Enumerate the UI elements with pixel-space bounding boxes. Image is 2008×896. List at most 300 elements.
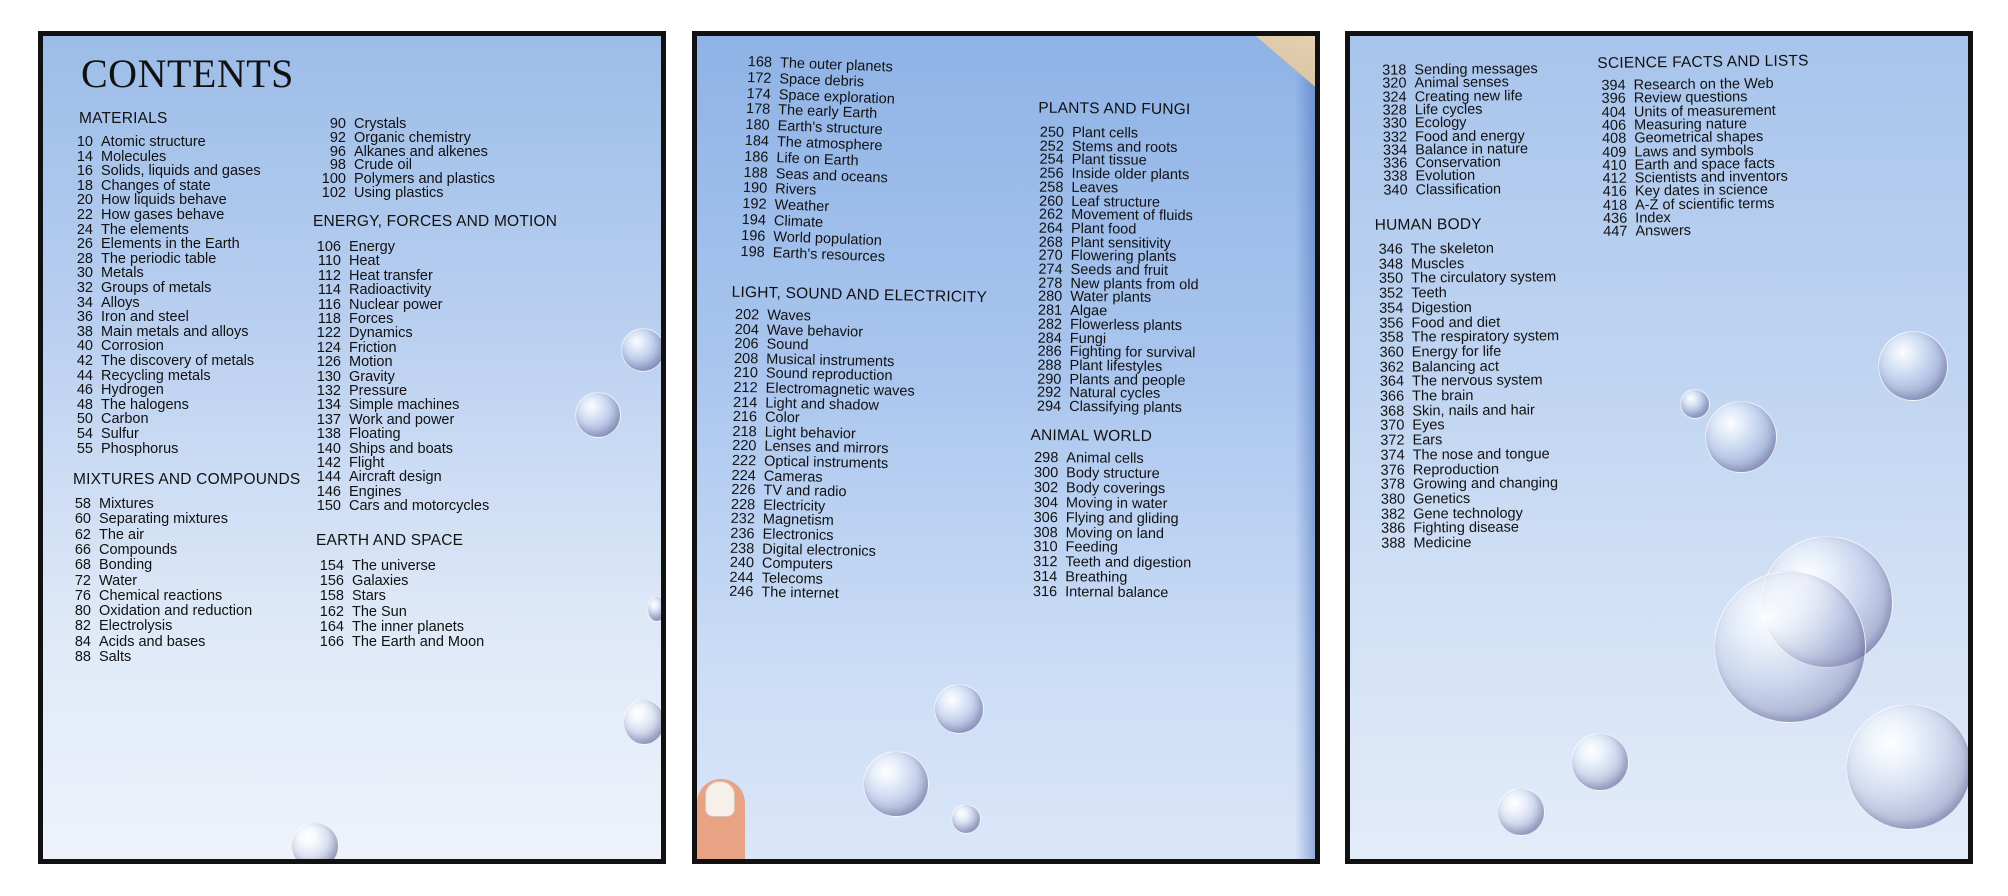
page-number: 408	[1601, 130, 1627, 148]
page-number: 364	[1379, 373, 1405, 391]
entry-title: Polymers and plastics	[354, 171, 496, 188]
page-number: 252	[1039, 138, 1064, 155]
page-number: 412	[1602, 170, 1627, 188]
entry-title: Leaf structure	[1071, 193, 1161, 211]
toc-entry	[1029, 584, 1168, 601]
page-number: 236	[730, 525, 755, 543]
entry-title: Nuclear power	[349, 296, 443, 313]
page-number: 284	[1037, 330, 1062, 347]
entry-title: Units of measurement	[1633, 102, 1776, 121]
entry-title: Metals	[101, 265, 144, 282]
page-number: 306	[1033, 509, 1058, 526]
page-number: 374	[1380, 447, 1405, 464]
page-number: 378	[1380, 476, 1405, 493]
toc-entry	[316, 573, 408, 589]
page-number: 218	[732, 423, 757, 441]
toc-entry	[73, 649, 131, 665]
page-number: 184	[744, 132, 770, 150]
toc-entry	[73, 557, 152, 573]
section-heading: ENERGY, FORCES AND MOTION	[313, 213, 558, 230]
toc-entry	[75, 280, 211, 296]
toc-entry	[725, 584, 839, 602]
page-number: 144	[316, 469, 341, 486]
contents-page-1	[38, 31, 666, 864]
entry-title: Sulfur	[101, 426, 139, 442]
entry-title: Earth's resources	[772, 244, 886, 265]
bubble-decoration	[1846, 704, 1972, 830]
page-number: 156	[319, 573, 344, 590]
entry-title: Electronics	[762, 526, 834, 544]
entry-title: Flowerless plants	[1069, 316, 1183, 334]
entry-title: Leaves	[1071, 179, 1119, 197]
entry-title: New plants from old	[1070, 275, 1199, 293]
entry-title: Gravity	[349, 368, 395, 385]
entry-title: Geometrical shapes	[1634, 129, 1764, 147]
page-number: 352	[1378, 285, 1404, 302]
page-number: 102	[321, 185, 346, 201]
entry-title: Food and diet	[1411, 314, 1501, 331]
entry-title: Natural cycles	[1069, 385, 1161, 403]
entry-title: Motion	[349, 354, 393, 371]
toc-entry	[73, 634, 205, 650]
entry-title: Rivers	[774, 181, 817, 200]
entry-title: The elements	[101, 221, 189, 238]
page-number: 212	[733, 379, 758, 397]
page-number: 340	[1383, 182, 1408, 199]
entry-title: Growing and changing	[1412, 475, 1559, 493]
page-number: 204	[734, 321, 760, 338]
entry-title: Using plastics	[354, 185, 444, 201]
entry-title: Dynamics	[349, 325, 413, 342]
bubble-decoration	[1571, 733, 1629, 791]
page-number: 158	[319, 588, 344, 605]
entry-title: Phosphorus	[101, 440, 179, 457]
page-number: 96	[329, 143, 346, 160]
page-number: 208	[733, 350, 759, 368]
page-number: 44	[76, 367, 93, 384]
entry-title: Flowering plants	[1070, 248, 1177, 266]
section-heading: EARTH AND SPACE	[316, 532, 464, 549]
page-number: 46	[76, 382, 93, 399]
page-number: 368	[1380, 403, 1405, 420]
entry-title: Feeding	[1065, 539, 1119, 557]
entry-title: Internal balance	[1065, 584, 1169, 602]
entry-title: Lenses and mirrors	[764, 438, 889, 458]
page-number: 270	[1038, 247, 1063, 265]
entry-title: Eyes	[1412, 417, 1445, 434]
entry-title: Flying and gliding	[1065, 509, 1179, 527]
entry-title: Elements in the Earth	[101, 236, 240, 253]
page-number: 370	[1380, 417, 1405, 435]
entry-title: Fighting disease	[1413, 519, 1519, 537]
page-number: 224	[731, 467, 756, 484]
page-number: 20	[76, 192, 93, 209]
entry-title: The Sun	[352, 603, 407, 620]
entry-title: Heat	[349, 253, 380, 270]
toc-entry	[75, 251, 216, 267]
entry-title: Carbon	[101, 411, 149, 428]
page-number: 356	[1379, 315, 1404, 332]
page-number: 334	[1382, 142, 1408, 159]
toc-entry	[1377, 535, 1471, 552]
page-number: 214	[732, 394, 758, 411]
entry-title: The discovery of metals	[101, 353, 255, 369]
page-number: 386	[1381, 520, 1406, 538]
page-number: 360	[1379, 344, 1404, 361]
entry-title: Main metals and alloys	[101, 323, 249, 340]
page-number: 110	[317, 253, 341, 270]
page-number: 394	[1601, 77, 1626, 94]
page-number: 146	[316, 483, 341, 500]
page-number: 202	[734, 306, 760, 324]
toc-entry	[75, 411, 149, 427]
entry-title: The respiratory system	[1411, 328, 1560, 346]
page-number: 132	[316, 383, 341, 399]
entry-title: Cars and motorcycles	[349, 498, 490, 515]
page-number: 134	[316, 397, 341, 414]
page-number: 210	[733, 365, 759, 382]
page-number: 114	[317, 282, 341, 299]
page-number: 100	[321, 171, 346, 188]
entry-title: Work and power	[349, 411, 455, 428]
entry-title: Earth and space facts	[1634, 155, 1775, 174]
entry-title: Electrolysis	[99, 618, 173, 635]
page-number: 84	[74, 633, 91, 650]
entry-title: Fungi	[1069, 330, 1107, 347]
page-number: 264	[1038, 220, 1064, 237]
entry-title: Life cycles	[1414, 101, 1483, 119]
entry-title: Muscles	[1410, 255, 1465, 273]
toc-entry	[1599, 223, 1691, 240]
page-number: 116	[317, 296, 341, 313]
entry-title: Simple machines	[349, 397, 460, 414]
page-number: 288	[1037, 357, 1062, 374]
page-number: 228	[730, 496, 756, 514]
entry-title: The Earth and Moon	[352, 634, 485, 650]
page-number: 30	[76, 265, 93, 282]
toc-entry	[73, 573, 137, 589]
page-number: 292	[1036, 384, 1062, 402]
entry-title: Movement of fluids	[1071, 207, 1193, 225]
entry-title: The nervous system	[1411, 372, 1543, 390]
page-number: 16	[76, 163, 93, 180]
page-number: 58	[74, 496, 91, 512]
page-number: 186	[743, 148, 769, 166]
page-number: 68	[74, 557, 91, 574]
page-number: 382	[1380, 506, 1406, 523]
entry-title: Conservation	[1415, 154, 1501, 172]
page-number: 80	[74, 603, 91, 620]
page-number: 226	[731, 482, 756, 499]
page-number: 26	[76, 236, 93, 253]
entry-title: Animal senses	[1414, 74, 1509, 92]
page-number: 308	[1033, 524, 1058, 541]
entry-title: Light behavior	[764, 424, 856, 443]
toc-entry	[73, 603, 252, 619]
page-number: 172	[746, 69, 772, 87]
entry-title: Hydrogen	[101, 382, 164, 399]
bubble-decoration	[291, 822, 339, 864]
page-number: 336	[1383, 155, 1408, 172]
entry-title: Mixtures	[99, 496, 154, 512]
toc-entry	[73, 542, 177, 558]
page-number: 138	[316, 426, 341, 443]
page-number: 154	[319, 558, 344, 574]
page-number: 324	[1382, 89, 1407, 106]
entry-title: Creating new life	[1414, 87, 1523, 105]
toc-entry	[75, 382, 164, 398]
entry-title: Evolution	[1415, 168, 1476, 185]
section-heading: ANIMAL WORLD	[1030, 426, 1153, 445]
entry-title: Telecoms	[761, 570, 824, 588]
page-number: 268	[1038, 234, 1063, 251]
entry-title: The outer planets	[779, 55, 894, 76]
page-number: 314	[1033, 569, 1058, 586]
toc-entry	[1375, 270, 1556, 288]
page-number: 28	[76, 250, 93, 267]
toc-entry	[318, 185, 443, 201]
page-number: 286	[1037, 343, 1062, 361]
entry-title: Animal cells	[1066, 450, 1144, 467]
toc-entry	[75, 295, 140, 311]
page-title: CONTENTS	[81, 51, 294, 96]
entry-title: Corrosion	[101, 338, 164, 355]
entry-title: Electricity	[763, 497, 826, 515]
toc-entry	[75, 441, 178, 457]
page-number: 32	[76, 280, 93, 296]
page-number: 222	[731, 452, 757, 470]
entry-title: Space debris	[779, 70, 865, 91]
page-number: 168	[747, 53, 773, 71]
page-number: 60	[74, 511, 91, 528]
entry-title: Breathing	[1065, 569, 1128, 586]
page-number: 142	[316, 455, 341, 471]
toc-entry	[75, 178, 211, 194]
page-number: 82	[74, 618, 91, 635]
entry-title: Optical instruments	[763, 453, 889, 473]
entry-title: Earth's structure	[777, 118, 883, 139]
entry-title: World population	[773, 228, 883, 250]
entry-title: The internet	[761, 584, 839, 603]
entry-title: Genetics	[1412, 490, 1471, 508]
toc-entry	[75, 207, 224, 223]
page-number: 240	[729, 554, 755, 572]
entry-title: Solids, liquids and gases	[101, 163, 261, 180]
entry-title: Body coverings	[1065, 480, 1166, 497]
page-number: 258	[1039, 179, 1064, 196]
page-number: 76	[74, 587, 91, 604]
page-number: 290	[1037, 371, 1062, 388]
page-number: 358	[1379, 329, 1404, 346]
toc-entry	[1376, 402, 1535, 419]
bubble-decoration	[623, 699, 665, 745]
page-number: 338	[1383, 168, 1408, 186]
toc-entry	[75, 163, 261, 179]
page-number: 220	[732, 438, 757, 455]
entry-title: Alloys	[101, 294, 140, 311]
entry-title: Sending messages	[1414, 61, 1538, 79]
page-number: 274	[1038, 261, 1063, 278]
page-number: 40	[76, 338, 93, 355]
entry-title: Oxidation and reduction	[99, 603, 253, 620]
entry-title: Teeth and digestion	[1065, 554, 1192, 572]
page-number: 42	[76, 353, 93, 369]
page-number: 48	[76, 396, 93, 413]
page-number: 150	[316, 498, 341, 515]
page-number: 418	[1602, 197, 1628, 214]
page-number: 409	[1602, 144, 1627, 161]
entry-title: Radioactivity	[349, 282, 432, 299]
page-number: 124	[316, 339, 341, 356]
page-number: 180	[745, 117, 770, 135]
page-number: 348	[1378, 256, 1404, 273]
section-heading: MIXTURES AND COMPOUNDS	[73, 471, 301, 488]
page-number: 140	[316, 440, 341, 457]
page-number: 178	[745, 101, 771, 119]
entry-title: Forces	[349, 311, 394, 327]
page-number: 246	[728, 584, 754, 601]
entry-title: Plants and people	[1069, 371, 1186, 389]
entry-title: Weather	[774, 197, 830, 216]
page-number: 92	[329, 129, 346, 146]
entry-title: Medicine	[1413, 534, 1472, 552]
page-number: 376	[1380, 462, 1405, 479]
page-number: 62	[74, 526, 91, 543]
bubble-decoration	[934, 684, 984, 734]
page-number: 256	[1039, 165, 1064, 182]
page-number: 130	[316, 368, 341, 385]
page-number: 316	[1032, 584, 1058, 601]
entry-title: Review questions	[1633, 89, 1748, 107]
entry-title: Digital electronics	[762, 541, 877, 560]
toc-entry	[75, 338, 164, 354]
page-number: 174	[746, 85, 772, 103]
page-number: 106	[316, 239, 341, 255]
page-number: 447	[1603, 223, 1628, 241]
page-number: 206	[734, 336, 759, 353]
page-number: 194	[741, 211, 767, 229]
entry-title: Food and energy	[1414, 127, 1525, 145]
entry-title: Climate	[773, 213, 824, 231]
entry-title: Plant tissue	[1071, 152, 1147, 170]
page-number: 310	[1033, 539, 1058, 556]
page-number: 300	[1033, 464, 1059, 482]
entry-title: The circulatory system	[1411, 269, 1557, 287]
entry-title: Algae	[1070, 303, 1108, 320]
entry-title: Energy	[349, 239, 395, 255]
page-number: 72	[74, 572, 91, 589]
toc-entry	[73, 618, 172, 634]
bubble-decoration	[1705, 401, 1777, 473]
entry-title: Changes of state	[101, 177, 211, 194]
toc-entry	[316, 604, 407, 620]
entry-title: Pressure	[349, 383, 408, 399]
toc-entry	[73, 588, 222, 604]
entry-title: Musical instruments	[766, 351, 895, 370]
bubble-decoration	[1680, 389, 1710, 419]
toc-entry	[316, 634, 484, 650]
entry-title: Energy for life	[1411, 343, 1502, 361]
page-number: 216	[732, 409, 758, 426]
page-number: 406	[1601, 117, 1627, 134]
toc-entry	[316, 588, 386, 604]
entry-title: Body structure	[1066, 465, 1160, 482]
toc-entry	[75, 368, 211, 384]
page-number: 318	[1382, 62, 1407, 79]
page-number: 280	[1037, 288, 1063, 306]
page-number: 55	[76, 440, 93, 457]
section-heading: SCIENCE FACTS AND LISTS	[1597, 52, 1809, 72]
toc-entry	[75, 324, 249, 340]
entry-title: Gene technology	[1413, 505, 1523, 523]
page-number: 36	[76, 309, 93, 326]
entry-title: Inside older plants	[1071, 166, 1190, 184]
entry-title: Magnetism	[762, 511, 834, 530]
entry-title: Cameras	[763, 468, 823, 486]
entry-title: Color	[764, 409, 800, 427]
entry-title: Plant food	[1070, 220, 1137, 238]
page-number: 14	[76, 148, 93, 165]
page-number: 362	[1379, 359, 1404, 376]
entry-title: The periodic table	[101, 250, 217, 267]
page-number: 24	[76, 221, 93, 238]
entry-title: Index	[1635, 210, 1671, 227]
page-number: 50	[76, 411, 93, 428]
toc-entry	[75, 134, 206, 150]
entry-title: Water plants	[1070, 289, 1152, 307]
page-number: 192	[742, 196, 767, 213]
page-number: 416	[1602, 184, 1628, 201]
entry-title: Ecology	[1414, 114, 1467, 132]
toc-entry	[75, 192, 227, 208]
page-number: 54	[76, 426, 93, 442]
page-number: 244	[729, 569, 754, 587]
contents-page-3	[1345, 31, 1973, 864]
page-number: 38	[76, 323, 93, 340]
entry-title: Plant lifestyles	[1069, 357, 1163, 375]
page-number: 22	[76, 207, 93, 223]
page-number: 380	[1380, 491, 1406, 508]
page-number: 388	[1381, 535, 1406, 552]
toc-entry	[73, 527, 144, 543]
toc-entry	[75, 397, 189, 413]
entry-title: The universe	[352, 558, 436, 574]
entry-title: Galaxies	[352, 573, 409, 590]
entry-title: The halogens	[101, 396, 189, 413]
entry-title: Alkanes and alkenes	[354, 143, 488, 160]
entry-title: Wave behavior	[766, 322, 864, 341]
page-number: 332	[1382, 128, 1408, 146]
toc-entry	[75, 222, 189, 238]
entry-title: Classification	[1415, 181, 1502, 199]
page-number: 66	[74, 541, 91, 558]
entry-title: Measuring nature	[1634, 116, 1748, 134]
page-number: 88	[74, 649, 91, 665]
entry-title: A-Z of scientific terms	[1634, 195, 1775, 214]
entry-title: Flight	[349, 455, 385, 471]
bubble-decoration	[1878, 331, 1948, 401]
entry-title: Engines	[349, 483, 402, 500]
entry-title: Acids and bases	[99, 633, 206, 650]
page-number: 10	[76, 134, 93, 150]
page-number: 250	[1039, 124, 1065, 141]
page-number: 404	[1601, 104, 1627, 121]
toc-entry	[75, 353, 254, 369]
entry-title: Answers	[1635, 223, 1692, 240]
entry-title: Balancing act	[1411, 358, 1500, 376]
page-number: 196	[740, 227, 766, 245]
entry-title: Space exploration	[778, 86, 896, 108]
